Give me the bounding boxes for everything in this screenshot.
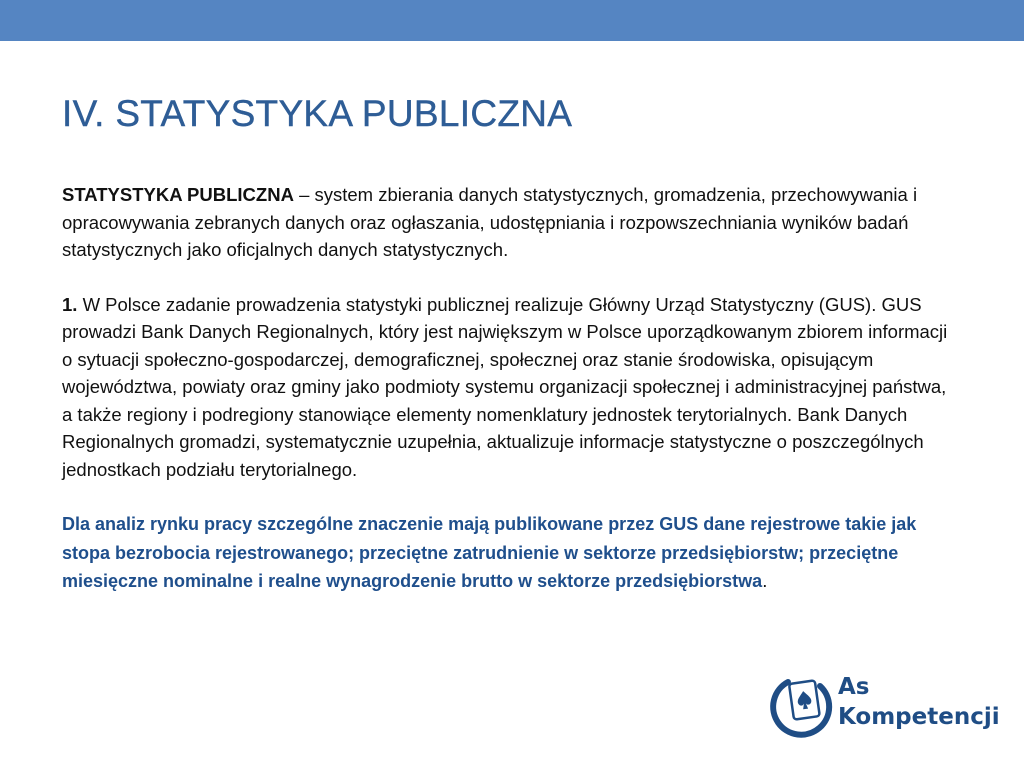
as-kompetencji-logo	[768, 668, 998, 748]
logo-line-1: As	[838, 674, 870, 700]
slide-content	[62, 181, 957, 623]
point-1-number: 1.	[62, 293, 78, 315]
point-1-paragraph	[62, 291, 957, 484]
spade-in-circle-icon	[768, 672, 834, 742]
logo-line-2: Kompetencji	[838, 704, 1000, 730]
slide-title: IV. STATYSTYKA PUBLICZNA	[62, 93, 573, 134]
top-accent-bar	[0, 0, 1024, 41]
definition-text: – system zbierania danych statystycznych, gromadzenia, przechowywania i opracowywania zebranych danych oraz ogłaszania, udostępniania i rozpowszechniania wyników badań statystycznych jako oficjalnych danych statystycznych.	[62, 184, 918, 260]
point-1-text: W Polsce zadanie prowadzenia statystyki publicznej realizuje Główny Urząd Statystyczny (GUS). GUS prowadzi Bank Danych Regionalnych, który jest największym w Polsce uporządkowanym zbiorem informacji o sytuacji społeczno-gospodarczej, demograficznej, społecznej oraz stanie środowiska, opisującym województwa, powiaty oraz gminy jako podmioty systemu organizacji społecznej i administracyjnej państwa, a także regiony i podregiony stanowiące elementy nomenklatury jednostek terytorialnych. Bank Danych Regionalnych gromadzi, systematycznie uzupełnia, aktualizuje informacje statystyczne o poszczególnych jednostkach podziału terytorialnego.	[62, 293, 948, 480]
highlight-paragraph	[62, 510, 957, 596]
highlight-text: Dla analiz rynku pracy szczególne znaczenie mają publikowane przez GUS dane rejestrowe takie jak stopa bezrobocia rejestrowanego; przeciętne zatrudnienie w sektorze przedsiębiorstw; przeciętne miesięczne nominalne i realne wynagrodzenie brutto w sektorze przedsiębiorstwa	[62, 514, 917, 591]
definition-paragraph	[62, 181, 957, 264]
definition-term: STATYSTYKA PUBLICZNA	[62, 184, 294, 205]
logo-wordmark	[838, 672, 1000, 732]
highlight-suffix: .	[762, 570, 768, 591]
